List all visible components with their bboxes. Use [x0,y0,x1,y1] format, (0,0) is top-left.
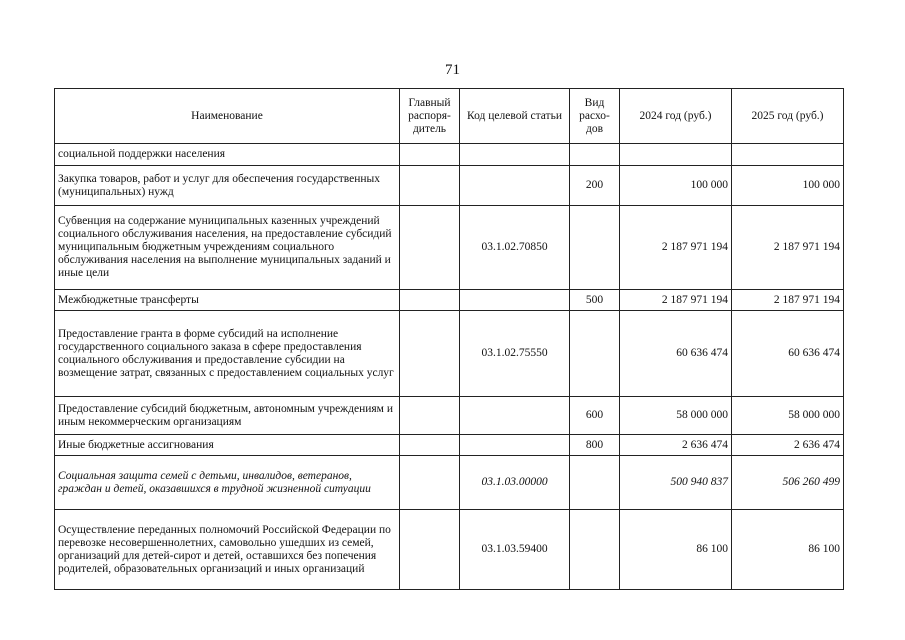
cell-2025: 2 187 971 194 [732,290,844,311]
cell-name: Осуществление переданных полномочий Российской Федерации по перевозке несовершеннолетних, самовольно ушедших из семей, организаций для детей-сирот и детей, оставшихся без попечения родителей, образовательных организаций и иных организаций [55,510,400,590]
cell-type [570,510,620,590]
table-row [55,144,844,166]
cell-admin [400,166,460,206]
cell-2024: 60 636 474 [620,311,732,397]
cell-type [570,311,620,397]
cell-code: 03.1.02.70850 [460,206,570,290]
cell-admin [400,290,460,311]
page-number: 71 [445,62,460,78]
cell-code [460,290,570,311]
cell-name: Социальная защита семей с детьми, инвалидов, ветеранов, граждан и детей, оказавшихся в трудной жизненной ситуации [55,456,400,510]
table-header-row [55,89,844,144]
cell-2024: 2 187 971 194 [620,206,732,290]
header-admin: Главный распоря-дитель [400,89,460,144]
cell-code: 03.1.02.75550 [460,311,570,397]
budget-table [54,88,844,590]
table-row [55,311,844,397]
cell-2025: 60 636 474 [732,311,844,397]
table-row [55,206,844,290]
cell-2025: 2 636 474 [732,435,844,456]
cell-admin [400,456,460,510]
cell-code [460,397,570,435]
cell-name: Предоставление субсидий бюджетным, автономным учреждениям и иным некоммерческим организациям [55,397,400,435]
table-row [55,456,844,510]
cell-name: Закупка товаров, работ и услуг для обеспечения государственных (муниципальных) нужд [55,166,400,206]
table-row [55,435,844,456]
header-type: Вид расхо-дов [570,89,620,144]
cell-2025: 86 100 [732,510,844,590]
cell-2025: 100 000 [732,166,844,206]
cell-type: 800 [570,435,620,456]
cell-code: 03.1.03.59400 [460,510,570,590]
header-2025: 2025 год (руб.) [732,89,844,144]
cell-2025: 58 000 000 [732,397,844,435]
cell-admin [400,144,460,166]
table-row [55,290,844,311]
cell-type [570,456,620,510]
cell-type [570,206,620,290]
cell-2024: 58 000 000 [620,397,732,435]
cell-admin [400,435,460,456]
cell-admin [400,397,460,435]
cell-admin [400,311,460,397]
cell-2024: 500 940 837 [620,456,732,510]
cell-code [460,435,570,456]
cell-type: 600 [570,397,620,435]
cell-type: 200 [570,166,620,206]
cell-2024 [620,144,732,166]
cell-2024: 86 100 [620,510,732,590]
cell-2024: 100 000 [620,166,732,206]
cell-name: Субвенция на содержание муниципальных казенных учреждений социального обслуживания населения, на предоставление субсидий муниципальным бюджетным учреждениям социального обслуживания населения на выполнение муниципальных заданий и иные цели [55,206,400,290]
header-name: Наименование [55,89,400,144]
table-row [55,166,844,206]
cell-name: Межбюджетные трансферты [55,290,400,311]
table-row [55,510,844,590]
header-code: Код целевой статьи [460,89,570,144]
cell-2024: 2 636 474 [620,435,732,456]
cell-name: Предоставление гранта в форме субсидий на исполнение государственного социального заказа в сфере предоставления социального обслуживания и предоставление субсидии на возмещение затрат, связанных с предоставлением социальных услуг [55,311,400,397]
cell-2025 [732,144,844,166]
cell-type [570,144,620,166]
cell-type: 500 [570,290,620,311]
cell-name: Иные бюджетные ассигнования [55,435,400,456]
cell-code [460,144,570,166]
cell-2024: 2 187 971 194 [620,290,732,311]
cell-code: 03.1.03.00000 [460,456,570,510]
header-2024: 2024 год (руб.) [620,89,732,144]
cell-2025: 2 187 971 194 [732,206,844,290]
cell-code [460,166,570,206]
cell-admin [400,206,460,290]
cell-2025: 506 260 499 [732,456,844,510]
table-row [55,397,844,435]
cell-name: социальной поддержки населения [55,144,400,166]
cell-admin [400,510,460,590]
